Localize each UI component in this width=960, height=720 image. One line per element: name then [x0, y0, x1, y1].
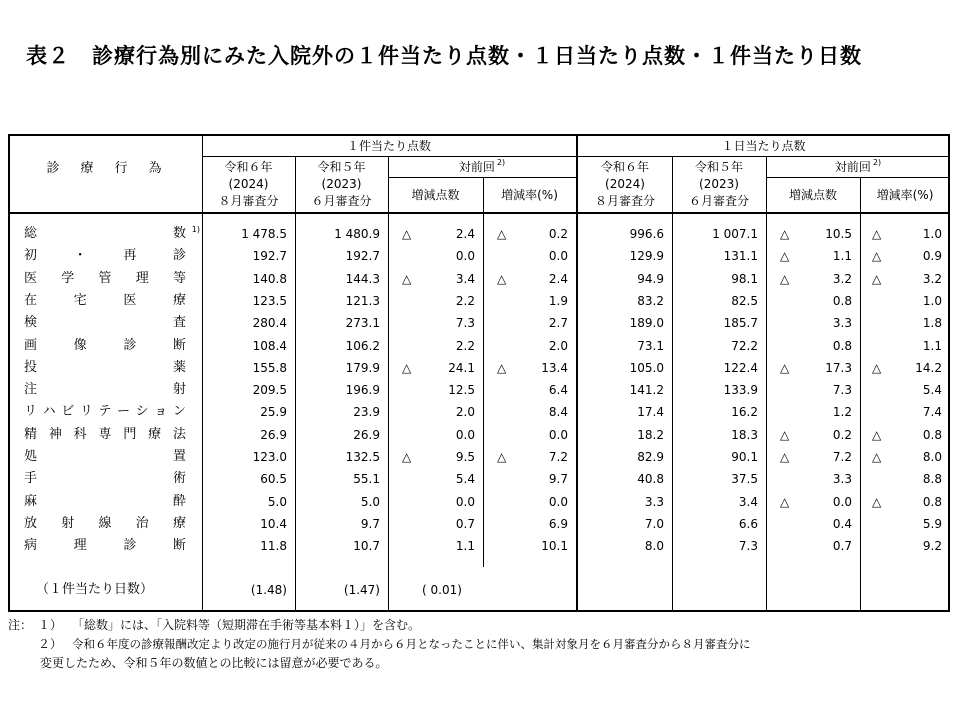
- cell-value: 3.2: [832, 271, 852, 286]
- row-label: [24, 271, 186, 286]
- header-per-day: １日当たり点数: [721, 139, 806, 153]
- cell-value: 108.4: [252, 338, 287, 353]
- cell-value: 10.4: [260, 516, 287, 531]
- decrease-mark: △: [497, 450, 507, 464]
- cell-value: 26.9: [353, 427, 380, 442]
- row-label-char: 放: [24, 515, 38, 531]
- decrease-mark: △: [872, 494, 882, 509]
- cell-value: 155.8: [252, 360, 287, 375]
- row-label-char: 再: [123, 248, 137, 264]
- decrease-mark: △: [780, 427, 790, 442]
- header-diff-rate-day: 増減率(%): [876, 188, 934, 202]
- note-prefix: 注：: [8, 618, 33, 632]
- note2-number: ２）: [38, 637, 63, 651]
- cell-value: 10.5: [825, 227, 852, 241]
- row-label-char: リ: [24, 404, 38, 420]
- header-r5: 令和５年: [317, 160, 366, 174]
- row-label-char: 宅: [73, 292, 87, 308]
- cell-value: 12.5: [448, 383, 475, 398]
- note1-text: 「総数」には、「入院料等（短期滞在手術等基本料１）」を含む。: [72, 618, 421, 632]
- row-label-char: 術: [172, 471, 186, 487]
- decrease-mark: △: [872, 450, 882, 464]
- cell-value: 18.3: [731, 427, 758, 442]
- row-label-char: 診: [123, 337, 137, 353]
- cell-value: 192.7: [252, 249, 287, 264]
- cell-value: 26.9: [260, 427, 287, 442]
- row-label-char: 法: [172, 426, 186, 442]
- cell-value: 129.9: [629, 249, 664, 264]
- header-diff-points: 増減点数: [411, 188, 460, 202]
- cell-value: 1.1: [832, 249, 852, 264]
- row-label-char: 手: [24, 471, 38, 487]
- header-r5-month: ６月審査分: [311, 194, 372, 208]
- cell-value: 5.0: [267, 494, 287, 509]
- row-label: [24, 248, 186, 263]
- cell-value: 8.4: [548, 405, 568, 420]
- row-label-char: 射: [61, 515, 75, 531]
- header-per-case: １件当たり点数: [346, 139, 431, 153]
- row-label: [24, 449, 186, 464]
- decrease-mark: △: [780, 450, 790, 464]
- cell-value: 10.1: [541, 539, 568, 554]
- cell-value: 0.8: [922, 494, 942, 509]
- row-label-char: ョ: [154, 404, 168, 420]
- cell-value: 0.7: [832, 539, 852, 554]
- cell-value: 60.5: [260, 472, 287, 487]
- header-r5-year: (2023): [321, 177, 362, 191]
- cell-value: 0.4: [832, 516, 852, 531]
- cell-value: 82.9: [637, 450, 664, 464]
- cell-value: 0.8: [832, 293, 852, 308]
- cell-value: 14.2: [915, 360, 942, 375]
- row-label: [24, 225, 200, 241]
- row-label: [24, 293, 186, 308]
- decrease-mark: △: [402, 271, 412, 286]
- cell-value: 8.8: [922, 472, 942, 487]
- header-r6-month: ８月審査分: [218, 194, 279, 208]
- cell-value: 2.0: [548, 338, 568, 353]
- row-label: [24, 315, 186, 330]
- cell-value: 0.9: [922, 249, 942, 264]
- cell-value: 2.7: [548, 316, 568, 331]
- cell-value: 82.5: [731, 293, 758, 308]
- cell-value: 13.4: [541, 360, 568, 375]
- cell-value: 209.5: [252, 383, 287, 398]
- row-label-char: ・: [73, 248, 87, 264]
- cell-value: 123.5: [252, 293, 287, 308]
- cell-value: 11.8: [260, 539, 287, 554]
- row-label-char: 診: [172, 248, 186, 264]
- row-label-char: 査: [172, 315, 186, 331]
- cell-value: 83.2: [637, 293, 664, 308]
- header-r5-year-day: (2023): [699, 177, 739, 191]
- cell-value: 1.8: [922, 316, 942, 331]
- cell-value: 189.0: [629, 316, 664, 331]
- cell-value: 7.3: [738, 539, 758, 554]
- row-label-char: 注: [24, 382, 38, 398]
- cell-value: 105.0: [629, 360, 664, 375]
- row-label-char: 麻: [24, 493, 38, 509]
- cell-value: 144.3: [345, 271, 380, 286]
- row-label-char: 診: [123, 538, 137, 554]
- cell-value: 0.0: [455, 427, 475, 442]
- header-diff-rate: 増減率(%): [501, 188, 558, 202]
- row-label-char: 薬: [172, 359, 186, 375]
- cell-value: 18.2: [637, 427, 664, 442]
- row-label: [24, 516, 186, 531]
- decrease-mark: △: [872, 249, 882, 264]
- cell-value: 273.1: [345, 316, 380, 331]
- cell-value: 2.2: [455, 293, 475, 308]
- days-row-diff: ( 0.01): [422, 583, 462, 597]
- cell-value: 0.0: [548, 249, 568, 264]
- header-r6-month-day: ８月審査分: [594, 194, 655, 208]
- row-label-char: 病: [24, 538, 38, 554]
- decrease-mark: △: [780, 227, 790, 241]
- cell-value: 0.0: [455, 494, 475, 509]
- cell-value: 17.4: [637, 405, 664, 420]
- decrease-mark: △: [780, 494, 790, 509]
- cell-value: 123.0: [252, 450, 287, 464]
- cell-value: 7.4: [922, 405, 942, 420]
- header-r5-month-day: ６月審査分: [688, 194, 749, 208]
- row-label-char: 線: [98, 515, 112, 531]
- decrease-mark: △: [402, 227, 412, 241]
- row-label-char: 精: [24, 426, 38, 442]
- cell-value: 9.5: [455, 450, 475, 464]
- cell-value: 5.4: [922, 383, 942, 398]
- row-label-char: ー: [117, 404, 131, 420]
- cell-value: 10.7: [353, 539, 380, 554]
- cell-value: 5.4: [455, 472, 475, 487]
- row-label-char: 画: [24, 337, 38, 353]
- row-label-char: ビ: [61, 404, 75, 420]
- cell-value: 5.0: [360, 494, 380, 509]
- row-label: [24, 538, 186, 553]
- cell-value: 72.2: [731, 338, 758, 353]
- decrease-mark: △: [872, 427, 882, 442]
- header-r6-year-day: (2024): [605, 177, 645, 191]
- row-label-char: 処: [24, 449, 38, 464]
- row-label-char: 専: [98, 426, 112, 442]
- cell-value: 0.0: [832, 494, 852, 509]
- cell-value: 1.2: [832, 405, 852, 420]
- row-label-char: 療: [172, 292, 186, 308]
- decrease-mark: △: [872, 227, 882, 241]
- data-table: [8, 134, 950, 612]
- days-row-label: （１件当たり日数）: [36, 582, 154, 597]
- cell-value: 1.0: [922, 293, 942, 308]
- cell-value: 23.9: [353, 405, 380, 420]
- row-label-char: 射: [172, 382, 186, 398]
- decrease-mark: △: [497, 227, 507, 241]
- row-label-char: 初: [24, 248, 38, 264]
- header-r6: 令和６年: [224, 160, 273, 174]
- cell-value: 140.8: [252, 271, 287, 286]
- row-label-char: 治: [135, 515, 149, 531]
- row-label-char: 検: [24, 315, 38, 331]
- cell-value: 0.7: [455, 516, 475, 531]
- cell-value: 6.9: [548, 516, 568, 531]
- cell-value: 2.4: [548, 271, 568, 286]
- cell-value: 3.3: [644, 494, 664, 509]
- cell-value: 1.1: [455, 539, 475, 554]
- cell-value: 179.9: [345, 360, 380, 375]
- cell-value: 25.9: [260, 405, 287, 420]
- row-label-char: 療: [172, 515, 186, 531]
- decrease-mark: △: [872, 271, 882, 286]
- note2-text-line2: 変更したため、令和５年の数値との比較には留意が必要である。: [40, 656, 388, 670]
- cell-value: 996.6: [629, 227, 664, 241]
- cell-value: 196.9: [345, 383, 380, 398]
- cell-value: 2.0: [455, 405, 475, 420]
- cell-value: 0.0: [455, 249, 475, 264]
- row-label-char: 投: [24, 359, 38, 375]
- cell-value: 2.4: [455, 227, 475, 241]
- header-r6-day: 令和６年: [600, 160, 649, 174]
- decrease-mark: △: [497, 360, 507, 375]
- cell-value: 3.4: [738, 494, 758, 509]
- cell-value: 0.8: [832, 338, 852, 353]
- vs-prev-label-day: 対前回: [834, 160, 871, 174]
- cell-value: 73.1: [637, 338, 664, 353]
- cell-value: 17.3: [825, 360, 852, 375]
- row-label-char: ハ: [42, 404, 56, 420]
- cell-value: 8.0: [922, 450, 942, 464]
- header-vs-prev-case: [388, 160, 576, 176]
- row-label-char: 医: [24, 270, 38, 286]
- header-treatment: 診 療 行 為: [46, 161, 166, 176]
- cell-value: 9.2: [922, 539, 942, 554]
- cell-value: 37.5: [731, 472, 758, 487]
- row-label: [24, 471, 186, 486]
- decrease-mark: △: [780, 360, 790, 375]
- row-label-char: 門: [123, 426, 137, 442]
- cell-value: 40.8: [637, 472, 664, 487]
- row-label-char: テ: [98, 404, 112, 420]
- row-label-char: 療: [148, 426, 162, 442]
- cell-value: 16.2: [731, 405, 758, 420]
- cell-value: 3.2: [922, 271, 942, 286]
- note1-number: １）: [38, 618, 63, 632]
- decrease-mark: △: [872, 360, 882, 375]
- row-label-char: 学: [61, 270, 75, 286]
- days-row-r5: (1.47): [343, 583, 380, 597]
- cell-value: 1.1: [922, 338, 942, 353]
- header-r6-year: (2024): [228, 177, 269, 191]
- cell-value: 0.0: [548, 427, 568, 442]
- cell-value: 1 478.5: [241, 227, 287, 241]
- row-label: [24, 360, 186, 375]
- row-label: [24, 382, 186, 397]
- row-label-char: 科: [73, 426, 87, 442]
- row-label-char: 神: [48, 426, 62, 442]
- cell-value: 5.9: [922, 516, 942, 531]
- page-title: 表２ 診療行為別にみた入院外の１件当たり点数・１日当たり点数・１件当たり日数: [26, 44, 862, 68]
- row-label: [24, 427, 186, 442]
- cell-value: 9.7: [548, 472, 568, 487]
- cell-value: 9.7: [360, 516, 380, 531]
- cell-value: 131.1: [723, 249, 758, 264]
- row-label-char: 医: [123, 292, 137, 308]
- row-label-char: 像: [73, 337, 87, 353]
- cell-value: 280.4: [252, 316, 287, 331]
- cell-value: 2.2: [455, 338, 475, 353]
- cell-value: 3.4: [455, 271, 475, 286]
- cell-value: 106.2: [345, 338, 380, 353]
- cell-value: 0.2: [832, 427, 852, 442]
- row-label-char: ン: [172, 404, 186, 420]
- row-label: [24, 404, 186, 419]
- header-vs-prev-day: [766, 160, 950, 176]
- cell-value: 3.3: [832, 316, 852, 331]
- cell-value: 55.1: [353, 472, 380, 487]
- footnote-mark-day: 2): [872, 158, 882, 167]
- row-label-char: 理: [135, 270, 149, 286]
- cell-value: 132.5: [345, 450, 380, 464]
- decrease-mark: △: [402, 360, 412, 375]
- cell-value: 3.3: [832, 472, 852, 487]
- days-row-r6: (1.48): [250, 583, 287, 597]
- row-label-char: 理: [73, 538, 87, 554]
- row-label-char: 置: [172, 449, 186, 464]
- cell-value: 0.0: [548, 494, 568, 509]
- row-label-char: 酔: [172, 493, 186, 509]
- decrease-mark: △: [402, 450, 412, 464]
- cell-value: 6.6: [738, 516, 758, 531]
- footnote-mark: 1): [191, 225, 200, 234]
- cell-value: 7.3: [455, 316, 475, 331]
- vs-prev-label: 対前回: [458, 160, 495, 174]
- row-label-char: リ: [79, 404, 93, 420]
- row-label-char: 総: [24, 226, 38, 241]
- cell-value: 98.1: [731, 271, 758, 286]
- decrease-mark: △: [497, 271, 507, 286]
- header-r5-day: 令和５年: [694, 160, 743, 174]
- cell-value: 24.1: [448, 360, 475, 375]
- note2-text-line1: 令和６年度の診療報酬改定より改定の施行月が従来の４月から６月となったことに伴い、集計対象月を６月審査分から８月審査分に: [72, 637, 751, 651]
- cell-value: 185.7: [723, 316, 758, 331]
- cell-value: 90.1: [731, 450, 758, 464]
- footnote-mark: 2): [496, 158, 506, 167]
- cell-value: 141.2: [629, 383, 664, 398]
- cell-value: 7.3: [832, 383, 852, 398]
- cell-value: 7.2: [832, 450, 852, 464]
- row-label-char: 等: [172, 270, 186, 286]
- cell-value: 133.9: [723, 383, 758, 398]
- cell-value: 1 007.1: [712, 227, 758, 241]
- cell-value: 7.0: [644, 516, 664, 531]
- row-label-char: 断: [172, 337, 186, 353]
- cell-value: 94.9: [637, 271, 664, 286]
- decrease-mark: △: [780, 271, 790, 286]
- row-label-char: シ: [135, 404, 149, 420]
- row-label-char: 在: [24, 292, 38, 308]
- cell-value: 0.2: [548, 227, 568, 241]
- row-label-char: 数: [172, 226, 186, 241]
- cell-value: 1 480.9: [334, 227, 380, 241]
- cell-value: 121.3: [345, 293, 380, 308]
- row-label-char: 断: [172, 538, 186, 554]
- cell-value: 8.0: [644, 539, 664, 554]
- row-label: [24, 494, 186, 509]
- cell-value: 192.7: [345, 249, 380, 264]
- cell-value: 1.0: [922, 227, 942, 241]
- cell-value: 6.4: [548, 383, 568, 398]
- header-diff-points-day: 増減点数: [788, 188, 837, 202]
- cell-value: 0.8: [922, 427, 942, 442]
- cell-value: 1.9: [548, 293, 568, 308]
- row-label-char: 管: [98, 270, 112, 286]
- cell-value: 7.2: [548, 450, 568, 464]
- row-label: [24, 338, 186, 353]
- cell-value: 122.4: [723, 360, 758, 375]
- decrease-mark: △: [780, 249, 790, 264]
